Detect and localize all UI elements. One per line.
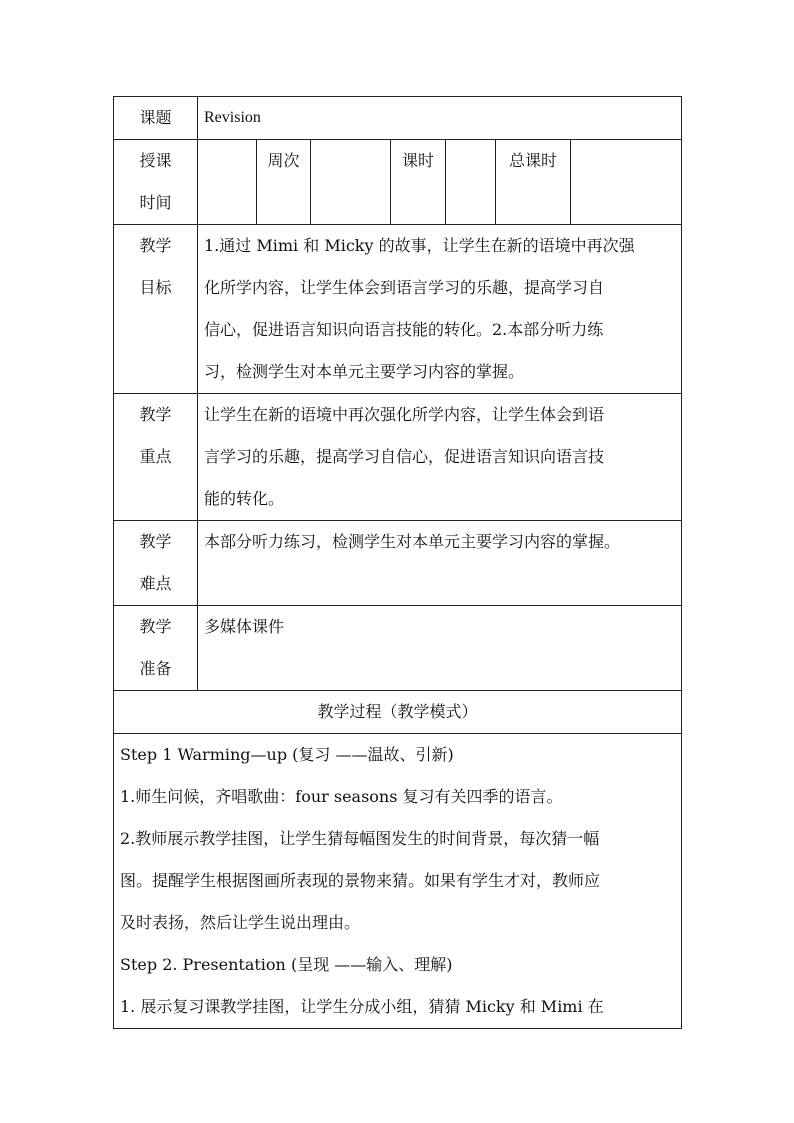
process-content-row: [114, 734, 682, 1029]
key-points-line: 言学习的乐趣，提高学习自信心，促进语言知识向语言技: [204, 447, 605, 466]
key-points-label: [114, 394, 198, 521]
process-line: 2.教师展示教学挂图，让学生猜每幅图发生的时间背景，每次猜一幅: [120, 829, 600, 848]
preparation-row: [114, 606, 682, 691]
lesson-plan-table: [113, 96, 682, 1029]
key-points-label-line2: 重点: [139, 447, 172, 466]
objectives-line: 习，检测学生对本单元主要学习内容的掌握。: [204, 362, 525, 381]
objectives-label: [114, 225, 198, 394]
preparation-label-line2: 准备: [139, 659, 172, 678]
objectives-row: [114, 225, 682, 394]
title-value: Revision: [198, 97, 682, 140]
time-label-line1: 授课: [139, 151, 172, 170]
preparation-label-line1: 教学: [139, 617, 172, 636]
objectives-content: [198, 225, 682, 394]
key-points-label-line1: 教学: [139, 405, 172, 424]
difficulties-label-line1: 教学: [139, 532, 172, 551]
process-line: Step 2. Presentation (呈现 ——输入、理解): [120, 955, 453, 974]
preparation-content: [198, 606, 682, 691]
process-heading: 教学过程（教学模式）: [114, 691, 682, 734]
process-content: [114, 734, 682, 1029]
process-line: 1.师生问候，齐唱歌曲：four seasons 复习有关四季的语言。: [120, 787, 563, 806]
key-points-row: [114, 394, 682, 521]
title-row: [114, 97, 682, 140]
week-value: [311, 140, 391, 225]
period-label: 课时: [391, 140, 446, 225]
difficulties-label: [114, 521, 198, 606]
objectives-label-line2: 目标: [139, 278, 172, 297]
difficulties-content: [198, 521, 682, 606]
objectives-line: 化所学内容，让学生体会到语言学习的乐趣，提高学习自: [204, 278, 605, 297]
process-line: 及时表扬，然后让学生说出理由。: [120, 913, 361, 932]
time-blank-cell: [198, 140, 257, 225]
process-line: 图。提醒学生根据图画所表现的景物来猜。如果有学生才对，教师应: [120, 871, 601, 890]
time-row: [114, 140, 682, 225]
process-line: Step 1 Warming—up (复习 ——温故、引新): [120, 745, 454, 764]
week-label: 周次: [257, 140, 311, 225]
total-periods-label: 总课时: [496, 140, 571, 225]
objectives-line: 信心，促进语言知识向语言技能的转化。2.本部分听力练: [204, 320, 604, 339]
difficulties-row: [114, 521, 682, 606]
time-label-line2: 时间: [139, 193, 172, 212]
total-periods-value: [571, 140, 682, 225]
process-line: 1. 展示复习课教学挂图，让学生分成小组，猜猜 Micky 和 Mimi 在: [120, 997, 604, 1016]
process-heading-row: [114, 691, 682, 734]
key-points-content: [198, 394, 682, 521]
key-points-line: 让学生在新的语境中再次强化所学内容，让学生体会到语: [204, 405, 605, 424]
period-value: [446, 140, 496, 225]
objectives-label-line1: 教学: [139, 236, 172, 255]
key-points-line: 能的转化。: [204, 489, 285, 508]
time-label: [114, 140, 198, 225]
difficulties-label-line2: 难点: [139, 574, 172, 593]
preparation-label: [114, 606, 198, 691]
difficulties-line: 本部分听力练习，检测学生对本单元主要学习内容的掌握。: [204, 532, 621, 551]
title-label: 课题: [114, 97, 198, 140]
preparation-line: 多媒体课件: [204, 617, 285, 636]
objectives-line: 1.通过 Mimi 和 Micky 的故事，让学生在新的语境中再次强: [204, 236, 635, 255]
